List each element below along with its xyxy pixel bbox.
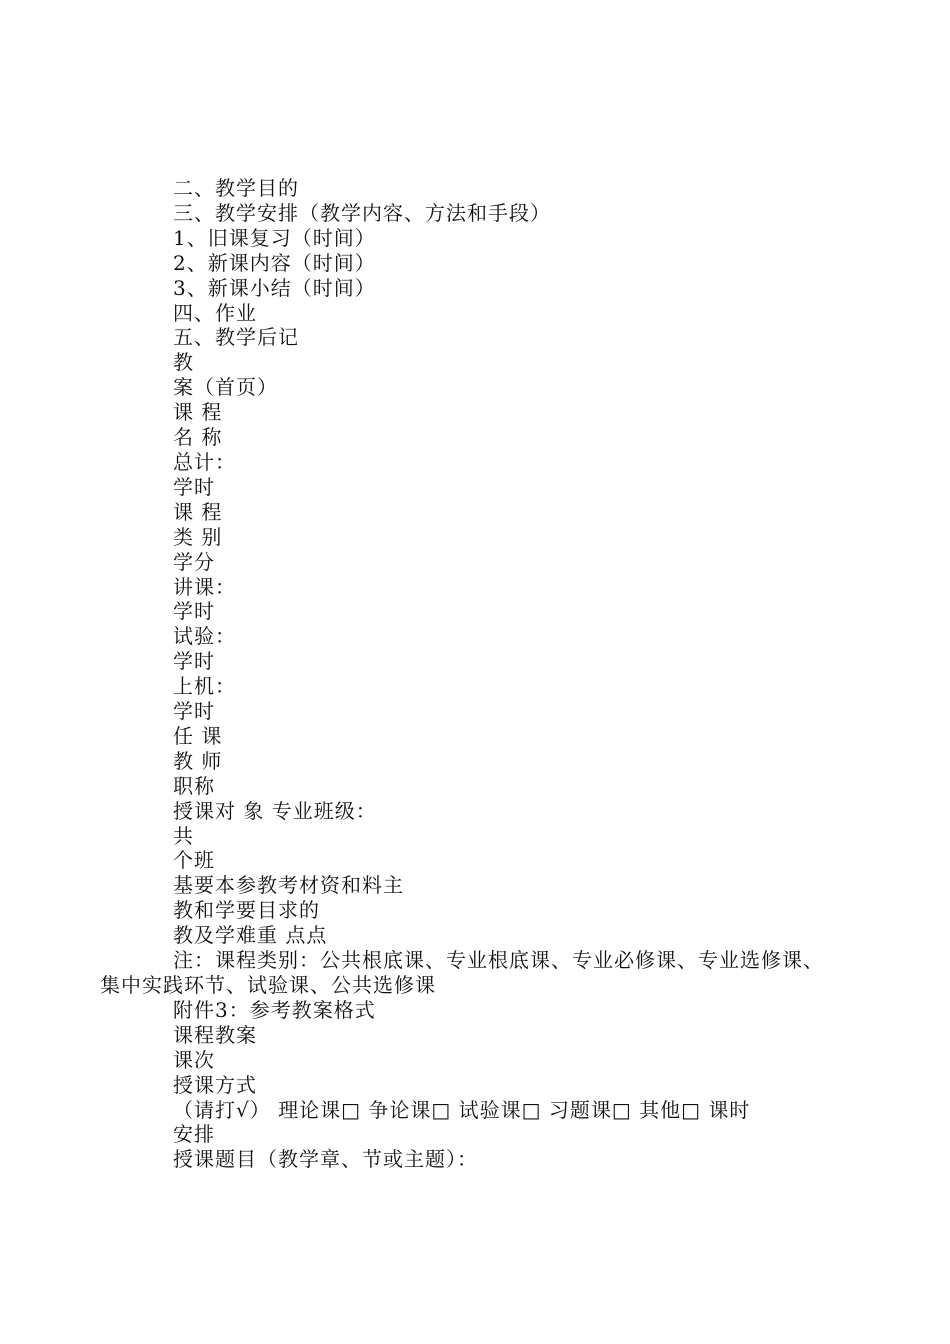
item-review: 1、旧课复习（时间） [173, 225, 376, 250]
text-line: 授课方式 [173, 1072, 257, 1097]
course-type-note: 注：课程类别：公共根底课、专业根底课、专业必修课、专业选修课、集中实践环节、试验课、公共选修课 [100, 948, 824, 997]
text-line: 学分 [173, 549, 215, 574]
text-line: 授课对 象 专业班级： [173, 798, 377, 823]
text-line: 学时 [173, 474, 215, 499]
text-line: 讲课： [173, 574, 236, 599]
document-body [100, 176, 840, 1172]
text-line: 总计： [173, 449, 236, 474]
section-heading-objectives: 二、教学目的 [173, 176, 299, 200]
text-line: 案（首页） [173, 375, 278, 400]
item-summary: 3、新课小结（时间） [173, 275, 376, 300]
text-line: 教和学要目求的 [173, 898, 320, 923]
text-line: 上机： [173, 674, 236, 699]
text-line: 职称 [173, 773, 215, 798]
text-line: 共 [173, 823, 194, 848]
text-line: 名 称 [173, 425, 223, 450]
text-line: 学时 [173, 599, 215, 624]
text-line: 试验： [173, 624, 236, 649]
text-line: 安排 [173, 1122, 215, 1147]
text-line: 学时 [173, 699, 215, 724]
section-heading-postscript: 五、教学后记 [173, 325, 299, 350]
text-line: 基要本参教考材资和料主 [173, 873, 404, 898]
lesson-type-options: （请打√） 理论课□ 争论课□ 试验课□ 习题课□ 其他□ 课时 [173, 1097, 751, 1122]
text-line: 课 程 [173, 499, 223, 524]
lesson-topic-line: 授课题目（教学章、节或主题）： [173, 1147, 478, 1172]
text-line: 类 别 [173, 524, 223, 549]
text-line: 教及学难重 点点 [173, 923, 328, 948]
text-line: 教 师 [173, 748, 223, 773]
item-new-content: 2、新课内容（时间） [173, 250, 376, 275]
text-line: 个班 [173, 848, 215, 873]
text-line: 任 课 [173, 723, 223, 748]
text-line: 课 程 [173, 400, 223, 425]
section-heading-arrangement: 三、教学安排（教学内容、方法和手段） [173, 200, 551, 225]
text-line: 学时 [173, 649, 215, 674]
appendix-heading: 附件3：参考教案格式 [173, 997, 376, 1022]
section-heading-homework: 四、作业 [173, 300, 257, 325]
text-line: 课次 [173, 1047, 215, 1072]
text-line: 课程教案 [173, 1022, 257, 1047]
text-line: 教 [173, 350, 194, 375]
